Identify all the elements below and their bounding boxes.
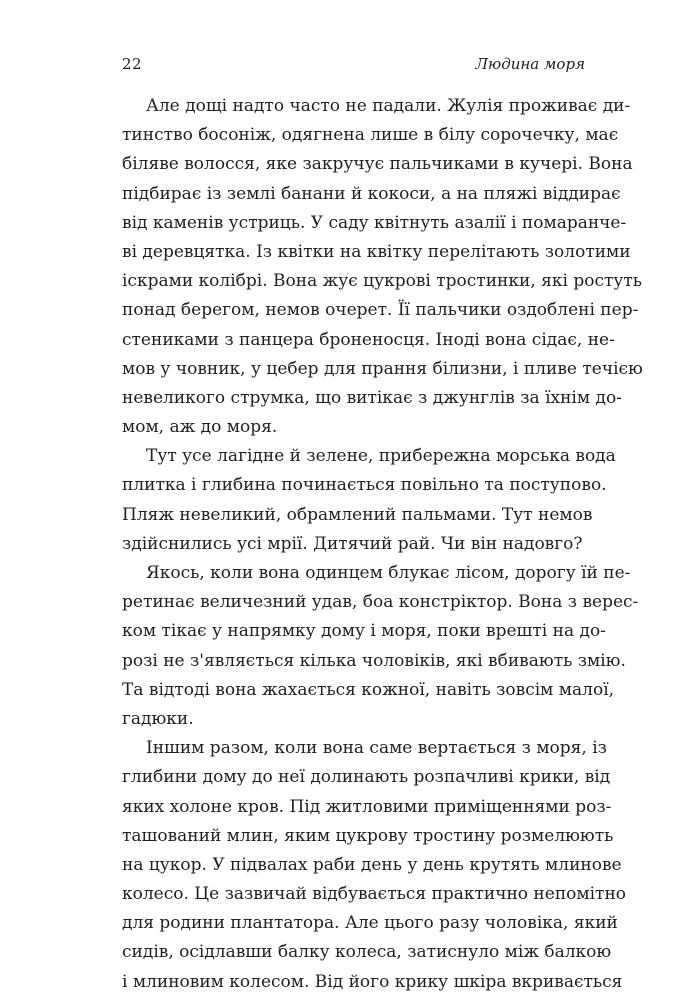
text-line: ретинає величезний удав, боа констріктор. Вона з верес- xyxy=(122,592,639,613)
text-line: ком тікає у напрямку дому і моря, поки врешті на до- xyxy=(122,621,606,642)
text-line: яких холоне кров. Під житловими приміщеннями роз- xyxy=(122,796,612,817)
text-line: Та відтоді вона жахається кожної, навіть зовсім малої, xyxy=(122,679,615,700)
text-line: від каменів устриць. У саду квітнуть азалії і помаранче- xyxy=(122,212,627,233)
body-text xyxy=(122,92,643,997)
text-line: розі не з'являється кілька чоловіків, які вбивають змію. xyxy=(122,650,626,671)
text-line: глибини дому до неї долинають розпачливі крики, від xyxy=(122,767,611,788)
text-line: гадюки. xyxy=(122,708,194,729)
text-line: Але дощі надто часто не падали. Жулія проживає ди- xyxy=(146,96,631,116)
text-line: і млиновим колесом. Від його крику шкіра вкривається xyxy=(122,971,623,992)
text-line: біляве волосся, яке закручує пальчиками в кучері. Вона xyxy=(122,154,633,175)
text-line: Якось, коли вона одинцем блукає лісом, дорогу їй пе- xyxy=(146,563,631,583)
text-line: плитка і глибина починається повільно та поступово. xyxy=(122,475,607,496)
text-line: Тут усе лагідне й зелене, прибережна морська вода xyxy=(146,446,616,467)
text-line: стениками з панцера броненосця. Іноді вона сідає, не- xyxy=(122,329,615,350)
text-line: підбирає із землі банани й кокоси, а на пляжі віддирає xyxy=(122,183,621,204)
text-line: мов у човник, у цебер для прання білизни, і пливе течією xyxy=(122,358,643,379)
text-line: Іншим разом, коли вона саме вертається з моря, із xyxy=(146,738,607,759)
text-line: мом, аж до моря. xyxy=(122,417,278,438)
text-line: Пляж невеликий, обрамлений пальмами. Тут немов xyxy=(122,504,593,525)
text-line: на цукор. У підвалах раби день у день крутять млинове xyxy=(122,854,622,875)
text-line: для родини плантатора. Але цього разу чоловіка, який xyxy=(122,913,618,934)
text-line: колесо. Це зазвичай відбувається практично непомітно xyxy=(122,884,627,905)
page-number: 22 xyxy=(122,55,143,73)
text-line: тинство босоніж, одягнена лише в білу сорочечку, має xyxy=(122,125,619,146)
text-line: понад берегом, немов очерет. Її пальчики оздоблені пер- xyxy=(122,300,639,321)
text-line: ві деревцятка. Із квітки на квітку перелітають золотими xyxy=(122,241,631,262)
text-line: невеликого струмка, що витікає з джунглів за їхнім до- xyxy=(122,387,622,408)
text-line: ташований млин, яким цукрову тростину розмелюють xyxy=(122,825,614,846)
running-title: Людина моря xyxy=(475,55,585,73)
text-line: здійснились усі мрії. Дитячий рай. Чи він надовго? xyxy=(122,533,583,554)
text-line: іскрами колібрі. Вона жує цукрові тростинки, які ростуть xyxy=(122,271,643,292)
text-line: сидів, осідлавши балку колеса, затиснуло між балкою xyxy=(122,942,612,963)
page-header xyxy=(122,55,585,79)
